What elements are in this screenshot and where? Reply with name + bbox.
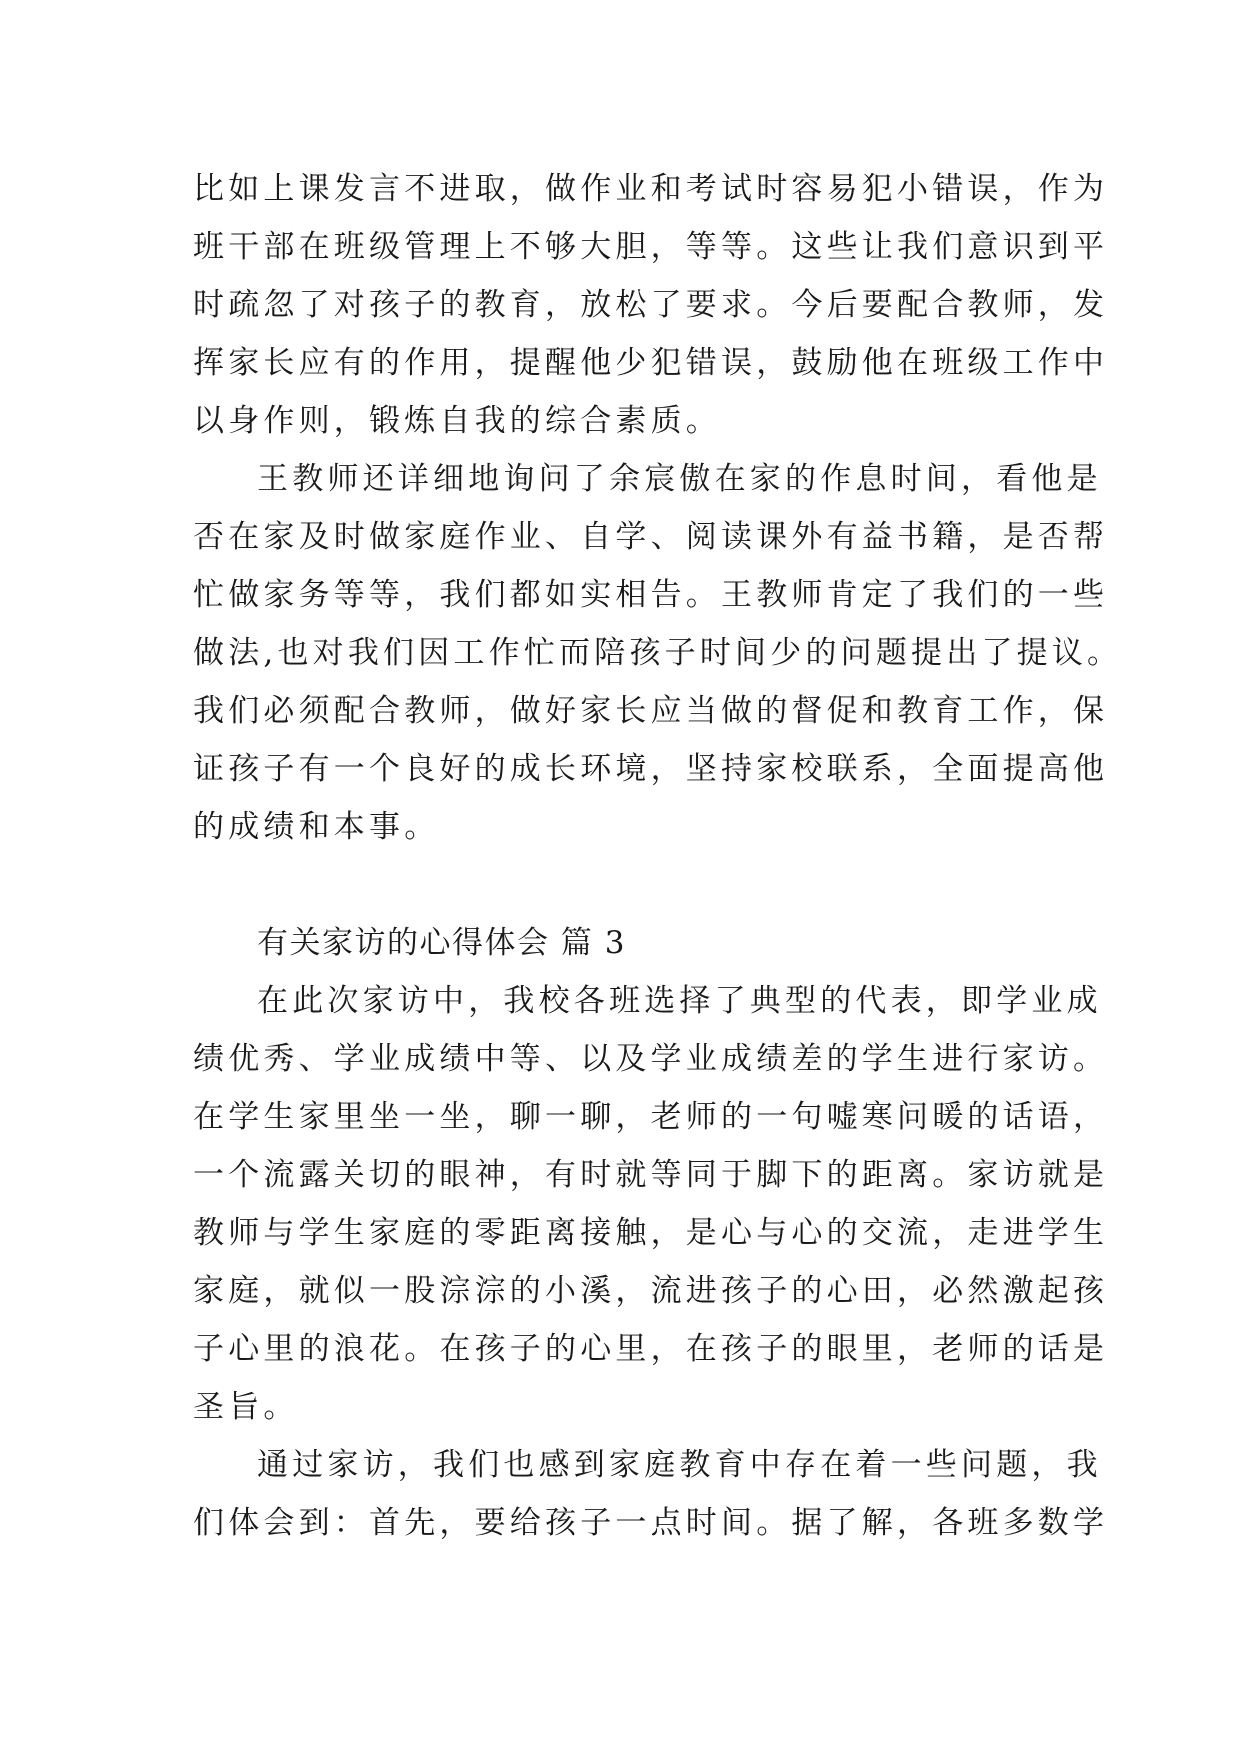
text-line: 我们必须配合教师，做好家长应当做的督促和教育工作，保 xyxy=(193,693,1109,729)
text-line: 绩优秀、学业成绩中等、以及学业成绩差的学生进行家访。 xyxy=(193,1041,1109,1077)
text-line: 在此次家访中，我校各班选择了典型的代表，即学业成 xyxy=(257,983,1102,1019)
text-line: 班干部在班级管理上不够大胆，等等。这些让我们意识到平 xyxy=(193,229,1109,265)
text-line: 圣旨。 xyxy=(193,1389,299,1425)
text-line: 比如上课发言不进取，做作业和考试时容易犯小错误，作为 xyxy=(193,171,1109,207)
paragraph xyxy=(193,450,1123,856)
text-line: 子心里的浪花。在孩子的心里，在孩子的眼里，老师的话是 xyxy=(193,1331,1109,1367)
text-line: 家庭，就似一股淙淙的小溪，流进孩子的心田，必然激起孩 xyxy=(193,1273,1109,1309)
blank-line xyxy=(193,856,1053,914)
text-line: 忙做家务等等，我们都如实相告。王教师肯定了我们的一些 xyxy=(193,577,1109,613)
text-line: 挥家长应有的作用，提醒他少犯错误，鼓励他在班级工作中 xyxy=(193,345,1109,381)
section-heading: 有关家访的心得体会 篇 3 xyxy=(257,925,626,961)
text-line: 一个流露关切的眼神，有时就等同于脚下的距离。家访就是 xyxy=(193,1157,1109,1193)
text-line: 以身作则，锻炼自我的综合素质。 xyxy=(193,403,721,439)
text-line: 通过家访，我们也感到家庭教育中存在着一些问题，我 xyxy=(257,1447,1102,1483)
paragraph xyxy=(193,160,1109,450)
paragraph xyxy=(193,1436,1109,1552)
text-line: 教师与学生家庭的零距离接触，是心与心的交流，走进学生 xyxy=(193,1215,1109,1251)
text-line: 的成绩和本事。 xyxy=(193,809,440,845)
document-page xyxy=(193,160,1123,1552)
text-line: 们体会到：首先，要给孩子一点时间。据了解，各班多数学 xyxy=(193,1505,1109,1541)
text-line: 王教师还详细地询问了余宸傲在家的作息时间，看他是 xyxy=(257,461,1102,497)
paragraph xyxy=(193,972,1109,1436)
text-line: 时疏忽了对孩子的教育，放松了要求。今后要配合教师，发 xyxy=(193,287,1109,323)
text-line: 在学生家里坐一坐，聊一聊，老师的一句嘘寒问暖的话语， xyxy=(193,1099,1109,1135)
text-line: 做法,也对我们因工作忙而陪孩子时间少的问题提出了提议。 xyxy=(193,635,1123,671)
text-line: 证孩子有一个良好的成长环境，坚持家校联系，全面提高他 xyxy=(193,751,1109,787)
text-line: 否在家及时做家庭作业、自学、阅读课外有益书籍，是否帮 xyxy=(193,519,1109,555)
